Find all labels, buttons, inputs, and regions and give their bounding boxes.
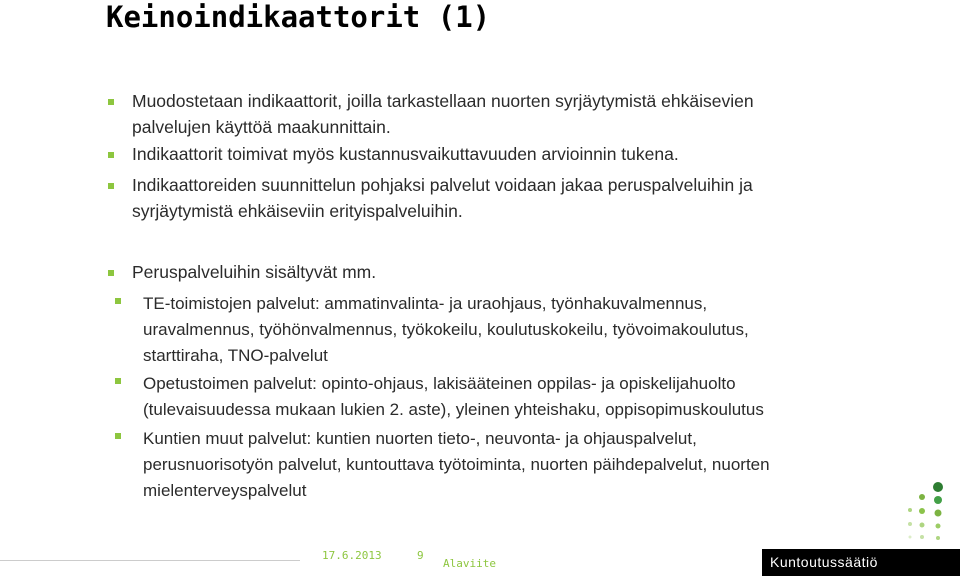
bullet-icon <box>108 152 114 158</box>
bullet-text: starttiraha, TNO-palvelut <box>143 346 328 365</box>
bullet-text: Indikaattoreiden suunnittelun pohjaksi palvelut voidaan jakaa peruspalveluihin ja <box>132 175 753 195</box>
bullet-text: TE-toimistojen palvelut: ammatinvalinta- ja uraohjaus, työnhakuvalmennus, <box>143 294 708 313</box>
bullet-text: palvelujen käyttöä maakunnittain. <box>132 117 391 137</box>
bullet-icon <box>108 270 114 276</box>
bullet-text: Muodostetaan indikaattorit, joilla tarkastellaan nuorten syrjäytymistä ehkäisevien <box>132 91 754 111</box>
footer-note: Alaviite <box>443 557 496 570</box>
bullet-icon <box>108 183 114 189</box>
page-number: 9 <box>417 549 424 562</box>
bullet-text: uravalmennus, työhönvalmennus, työkokeilu, koulutuskokeilu, työvoimakoulutus, <box>143 320 749 339</box>
bullet-text: Indikaattorit toimivat myös kustannusvaikuttavuuden arvioinnin tukena. <box>132 144 679 164</box>
bullet-icon <box>108 99 114 105</box>
dots-logo-icon <box>904 482 954 542</box>
bullet-icon <box>115 433 121 439</box>
bullet-text: perusnuorisotyön palvelut, kuntouttava työtoiminta, nuorten päihdepalvelut, nuorten <box>143 455 770 474</box>
brand-name: Kuntoutussäätiö <box>770 554 878 570</box>
footer-date: 17.6.2013 <box>322 549 382 562</box>
bullet-icon <box>115 378 121 384</box>
slide-title: Keinoindikaattorit (1) <box>106 0 491 34</box>
bullet-text: Peruspalveluihin sisältyvät mm. <box>132 262 377 282</box>
footer-divider <box>0 560 300 561</box>
bullet-text: Kuntien muut palvelut: kuntien nuorten tieto-, neuvonta- ja ohjauspalvelut, <box>143 429 697 448</box>
bullet-text: (tulevaisuudessa mukaan lukien 2. aste), yleinen yhteishaku, oppisopimuskoulutus <box>143 400 764 419</box>
bullet-text: syrjäytymistä ehkäiseviin erityispalveluihin. <box>132 201 463 221</box>
bullet-icon <box>115 298 121 304</box>
bullet-text: mielenterveyspalvelut <box>143 481 307 500</box>
bullet-text: Opetustoimen palvelut: opinto-ohjaus, lakisääteinen oppilas- ja opiskelijahuolto <box>143 374 736 393</box>
